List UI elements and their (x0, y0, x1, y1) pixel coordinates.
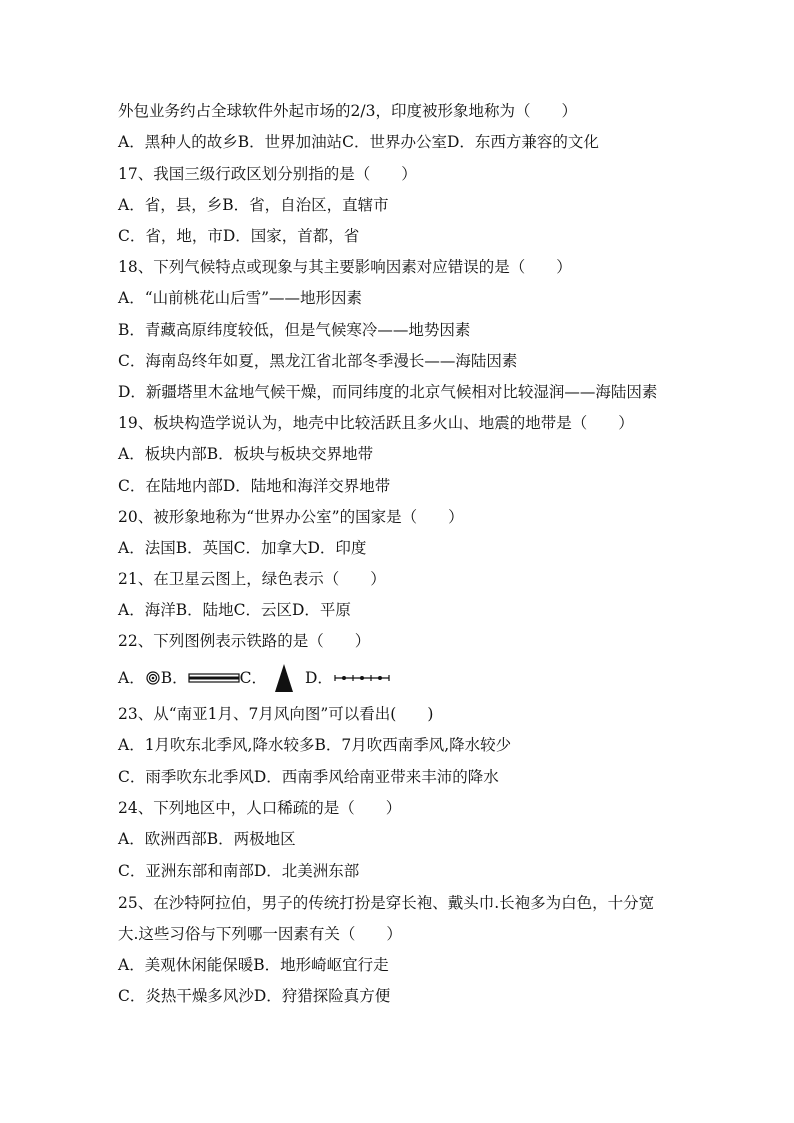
question-19-stem: 19、板块构造学说认为，地壳中比较活跃且多火山、地震的地带是（ ） (118, 414, 634, 432)
question-16-options: A．黑种人的故乡B．世界加油站C．世界办公室D．东西方兼容的文化 (118, 133, 599, 151)
question-24-options-ab: A．欧洲西部B．两极地区 (118, 830, 296, 848)
question-18-option-d: D．新疆塔里木盆地气候干燥，而同纬度的北京气候相对比较湿润——海陆因素 (118, 383, 658, 401)
question-25-stem-line1: 25、在沙特阿拉伯，男子的传统打扮是穿长袍、戴头巾.长袍多为白色，十分宽 (118, 894, 655, 912)
question-17-options-cd: C．省，地，市D．国家，首都，省 (118, 227, 360, 245)
question-20-stem: 20、被形象地称为“世界办公室”的国家是（ ） (118, 508, 464, 526)
option-a-label: A． (118, 669, 145, 687)
option-d-label: D． (304, 669, 333, 687)
option-c-label: C． (239, 669, 267, 687)
concentric-circle-symbol-icon (145, 670, 161, 686)
question-16-stem-continued: 外包业务约占全球软件外起市场的2/3，印度被形象地称为（ ） (118, 102, 577, 120)
question-18-stem: 18、下列气候特点或现象与其主要影响因素对应错误的是（ ） (118, 258, 572, 276)
question-25-stem-line2: 大.这些习俗与下列哪一因素有关（ ） (118, 925, 402, 943)
option-b-label: B． (160, 669, 188, 687)
question-20-options: A．法国B．英国C．加拿大D．印度 (118, 539, 367, 557)
question-24-options-cd: C．亚洲东部和南部D．北美洲东部 (118, 862, 360, 880)
double-line-road-symbol-icon (188, 671, 240, 685)
question-25-options-ab: A．美观休闲能保暖B．地形崎岖宜行走 (118, 956, 389, 974)
question-23-stem: 23、从“南亚1月、7月风向图”可以看出( ) (118, 705, 434, 723)
question-19-options-cd: C．在陆地内部D．陆地和海洋交界地带 (118, 477, 391, 495)
question-21-stem: 21、在卫星云图上，绿色表示（ ） (118, 570, 386, 588)
question-24-stem: 24、下列地区中，人口稀疏的是（ ） (118, 799, 402, 817)
mountain-peak-triangle-icon (267, 662, 301, 694)
question-19-options-ab: A．板块内部B．板块与板块交界地带 (118, 445, 374, 463)
question-25-options-cd: C．炎热干燥多风沙D．狩猎探险真方便 (118, 987, 391, 1005)
question-17-stem: 17、我国三级行政区划分别指的是（ ） (118, 165, 417, 183)
question-18-option-c: C．海南岛终年如夏，黑龙江省北部冬季漫长——海陆因素 (118, 352, 518, 370)
question-17-options-ab: A．省，县，乡B．省，自治区，直辖市 (118, 196, 389, 214)
question-22-stem: 22、下列图例表示铁路的是（ ） (118, 632, 371, 650)
railway-line-symbol-icon (333, 673, 391, 683)
question-18-option-b: B．青藏高原纬度较低，但是气候寒冷——地势因素 (118, 321, 471, 339)
question-18-option-a: A．“山前桃花山后雪”——地形因素 (118, 289, 363, 307)
question-23-options-ab: A．1月吹东北季风,降水较多B．7月吹西南季风,降水较少 (118, 736, 512, 754)
question-23-options-cd: C．雨季吹东北季风D．西南季风给南亚带来丰沛的降水 (118, 768, 499, 786)
question-22-options (118, 662, 391, 694)
question-21-options: A．海洋B．陆地C．云区D．平原 (118, 601, 351, 619)
